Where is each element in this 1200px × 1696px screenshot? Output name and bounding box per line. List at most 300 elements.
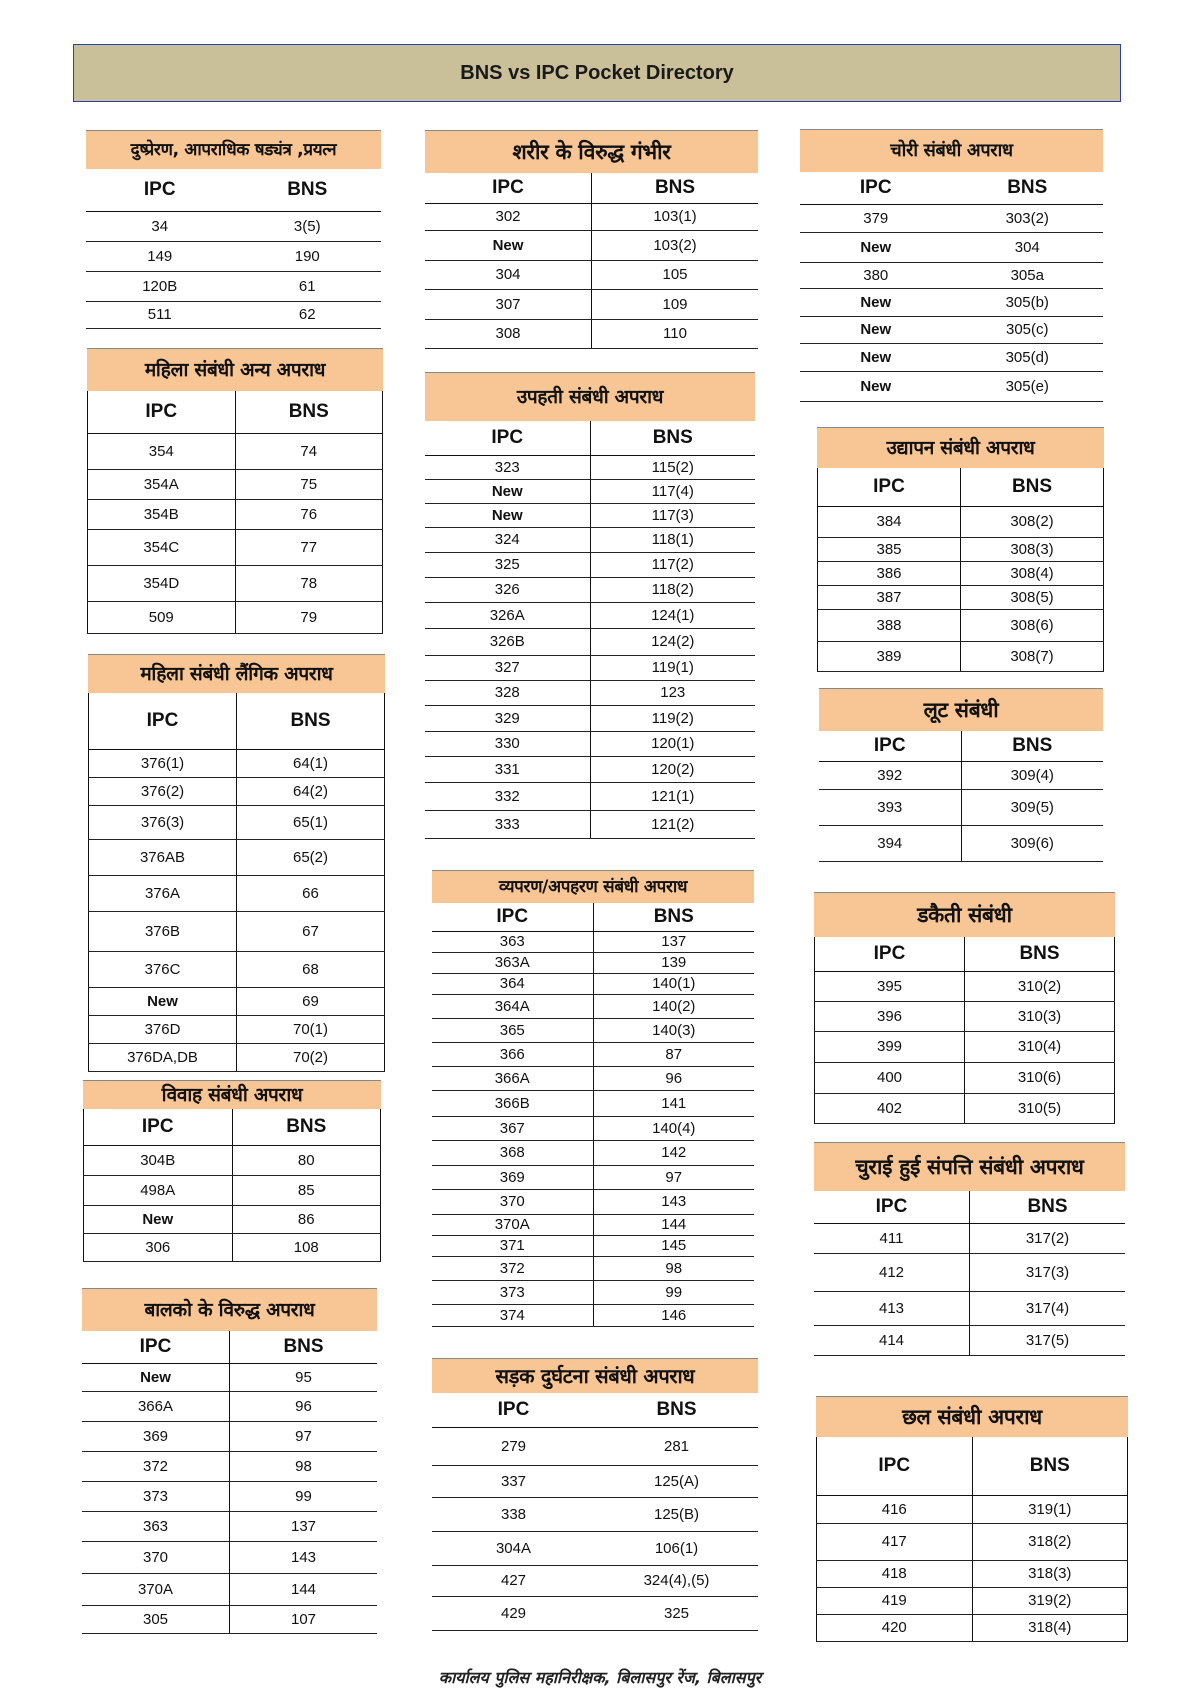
table-header-row xyxy=(800,172,1103,204)
ipc-cell: 370 xyxy=(82,1541,230,1573)
section-title: छल संबंधी अपराध xyxy=(816,1396,1128,1437)
section-title: महिला संबंधी अन्य अपराध xyxy=(87,348,383,391)
ipc-cell: 376(1) xyxy=(89,749,237,777)
table-row xyxy=(82,1541,377,1573)
bns-cell: 69 xyxy=(237,987,385,1015)
table-row xyxy=(432,1214,754,1235)
bns-cell: 97 xyxy=(230,1421,378,1451)
ipc-column-header: IPC xyxy=(88,391,236,433)
section-s10 xyxy=(800,129,1103,402)
bns-cell: 68 xyxy=(237,951,385,987)
table-row xyxy=(432,1531,758,1565)
table-header-row xyxy=(84,1109,381,1145)
table-row xyxy=(800,288,1103,316)
ipc-cell: 308 xyxy=(425,319,592,348)
bns-cell: 64(2) xyxy=(237,777,385,805)
bns-cell: 310(2) xyxy=(965,971,1115,1001)
table-row xyxy=(814,1325,1125,1355)
ipc-cell: 304A xyxy=(432,1531,595,1565)
ipc-cell: 366A xyxy=(82,1391,230,1421)
ipc-cell: New xyxy=(82,1363,230,1391)
ipc-cell: 418 xyxy=(817,1560,973,1587)
bns-cell: 99 xyxy=(593,1280,754,1304)
ipc-cell: 331 xyxy=(425,756,590,782)
table-row xyxy=(89,1043,385,1071)
table-row xyxy=(818,585,1104,609)
table-row xyxy=(425,289,758,319)
bns-column-header: BNS xyxy=(234,169,382,211)
bns-cell: 190 xyxy=(234,241,382,271)
bns-column-header: BNS xyxy=(961,731,1103,761)
section-title: उपहती संबंधी अपराध xyxy=(425,372,755,421)
table-row xyxy=(814,1253,1125,1291)
table-header-row xyxy=(432,1393,758,1427)
mapping-table xyxy=(86,169,381,329)
ipc-cell: 419 xyxy=(817,1587,973,1614)
ipc-cell: 509 xyxy=(88,601,236,633)
table-row xyxy=(425,731,755,756)
bns-cell: 125(B) xyxy=(595,1497,758,1531)
bns-cell: 305(c) xyxy=(952,316,1104,343)
table-row xyxy=(82,1511,377,1541)
bns-cell: 64(1) xyxy=(237,749,385,777)
ipc-cell: 372 xyxy=(432,1256,593,1280)
ipc-cell: 427 xyxy=(432,1565,595,1596)
table-row xyxy=(815,1001,1115,1031)
ipc-cell: 34 xyxy=(86,211,234,241)
table-row xyxy=(432,994,754,1018)
ipc-column-header: IPC xyxy=(82,1331,230,1363)
table-header-row xyxy=(82,1331,377,1363)
table-row xyxy=(89,777,385,805)
ipc-cell: 376C xyxy=(89,951,237,987)
table-row xyxy=(800,232,1103,262)
ipc-column-header: IPC xyxy=(432,903,593,931)
table-row xyxy=(425,655,755,680)
bns-cell: 281 xyxy=(595,1427,758,1465)
mapping-table xyxy=(432,1393,758,1631)
ipc-cell: 393 xyxy=(819,789,961,825)
bns-column-header: BNS xyxy=(970,1191,1126,1223)
bns-cell: 86 xyxy=(232,1205,381,1233)
table-header-row xyxy=(432,903,754,931)
mapping-table xyxy=(814,937,1115,1124)
ipc-cell: 329 xyxy=(425,705,590,731)
ipc-cell: 120B xyxy=(86,271,234,301)
table-row xyxy=(432,1304,754,1326)
ipc-cell: New xyxy=(800,316,952,343)
bns-cell: 65(2) xyxy=(237,839,385,875)
ipc-cell: 399 xyxy=(815,1031,965,1062)
ipc-cell: 149 xyxy=(86,241,234,271)
table-row xyxy=(82,1391,377,1421)
bns-cell: 141 xyxy=(593,1090,754,1116)
bns-cell: 109 xyxy=(592,289,759,319)
ipc-cell: 376(2) xyxy=(89,777,237,805)
table-row xyxy=(82,1421,377,1451)
mapping-table xyxy=(425,421,755,839)
bns-cell: 144 xyxy=(230,1573,378,1605)
ipc-cell: 376A xyxy=(89,875,237,911)
mapping-table xyxy=(83,1109,381,1262)
table-row xyxy=(432,1018,754,1042)
table-row xyxy=(432,1090,754,1116)
bns-cell: 3(5) xyxy=(234,211,382,241)
bns-cell: 317(2) xyxy=(970,1223,1126,1253)
bns-cell: 70(1) xyxy=(237,1015,385,1043)
bns-cell: 123 xyxy=(590,680,755,705)
section-s12 xyxy=(819,688,1103,862)
table-row xyxy=(86,271,381,301)
ipc-cell: 370A xyxy=(82,1573,230,1605)
bns-cell: 124(2) xyxy=(590,628,755,655)
table-row xyxy=(425,705,755,731)
ipc-cell: 376DA,DB xyxy=(89,1043,237,1071)
bns-cell: 77 xyxy=(235,529,383,565)
bns-cell: 303(2) xyxy=(952,204,1104,232)
bns-cell: 67 xyxy=(237,911,385,951)
bns-cell: 308(7) xyxy=(961,641,1104,671)
table-row xyxy=(425,552,755,577)
table-row xyxy=(82,1573,377,1605)
ipc-cell: 354A xyxy=(88,469,236,499)
table-row xyxy=(425,527,755,552)
section-title: डकैती संबंधी xyxy=(814,892,1115,937)
table-row xyxy=(89,805,385,839)
ipc-cell: 394 xyxy=(819,825,961,861)
ipc-cell: 373 xyxy=(82,1481,230,1511)
ipc-cell: 305 xyxy=(82,1605,230,1633)
bns-cell: 318(3) xyxy=(972,1560,1128,1587)
table-row xyxy=(817,1560,1128,1587)
ipc-cell: New xyxy=(84,1205,233,1233)
section-s7 xyxy=(425,372,755,839)
table-row xyxy=(425,319,758,348)
ipc-cell: 330 xyxy=(425,731,590,756)
table-row xyxy=(89,839,385,875)
page-title: BNS vs IPC Pocket Directory xyxy=(73,44,1121,102)
ipc-cell: 324 xyxy=(425,527,590,552)
mapping-table xyxy=(817,468,1104,672)
mapping-table xyxy=(814,1191,1125,1356)
table-row xyxy=(817,1587,1128,1614)
bns-column-header: BNS xyxy=(965,937,1115,971)
ipc-cell: 376(3) xyxy=(89,805,237,839)
ipc-cell: 372 xyxy=(82,1451,230,1481)
ipc-cell: 371 xyxy=(432,1235,593,1256)
bns-cell: 96 xyxy=(230,1391,378,1421)
bns-column-header: BNS xyxy=(592,173,759,203)
ipc-column-header: IPC xyxy=(425,421,590,455)
bns-cell: 140(1) xyxy=(593,973,754,994)
table-row xyxy=(800,343,1103,371)
bns-cell: 305(e) xyxy=(952,371,1104,401)
ipc-cell: 365 xyxy=(432,1018,593,1042)
table-row xyxy=(800,204,1103,232)
ipc-cell: 416 xyxy=(817,1495,973,1523)
bns-cell: 325 xyxy=(595,1596,758,1630)
table-row xyxy=(432,952,754,973)
mapping-table xyxy=(87,391,383,634)
table-row xyxy=(425,756,755,782)
mapping-table xyxy=(816,1437,1128,1642)
table-row xyxy=(815,1031,1115,1062)
ipc-cell: 511 xyxy=(86,301,234,328)
ipc-column-header: IPC xyxy=(817,1437,973,1495)
table-row xyxy=(819,789,1103,825)
bns-cell: 305(b) xyxy=(952,288,1104,316)
bns-cell: 103(1) xyxy=(592,203,759,230)
table-row xyxy=(432,931,754,952)
section-title: व्यपरण/अपहरण संबंधी अपराध xyxy=(432,870,754,903)
table-row xyxy=(818,537,1104,561)
bns-cell: 318(2) xyxy=(972,1523,1128,1560)
ipc-cell: 379 xyxy=(800,204,952,232)
bns-cell: 308(3) xyxy=(961,537,1104,561)
bns-cell: 79 xyxy=(235,601,383,633)
table-row xyxy=(84,1233,381,1261)
table-header-row xyxy=(86,169,381,211)
table-row xyxy=(88,529,383,565)
table-header-row xyxy=(815,937,1115,971)
ipc-cell: 302 xyxy=(425,203,592,230)
table-row xyxy=(800,371,1103,401)
bns-column-header: BNS xyxy=(593,903,754,931)
table-row xyxy=(425,602,755,628)
mapping-table xyxy=(819,731,1103,862)
ipc-cell: 384 xyxy=(818,506,961,537)
table-row xyxy=(432,1565,758,1596)
ipc-cell: 354 xyxy=(88,433,236,469)
table-row xyxy=(819,761,1103,789)
bns-cell: 118(2) xyxy=(590,577,755,602)
ipc-cell: 370A xyxy=(432,1214,593,1235)
bns-cell: 309(4) xyxy=(961,761,1103,789)
bns-cell: 74 xyxy=(235,433,383,469)
table-row xyxy=(815,1093,1115,1123)
bns-cell: 137 xyxy=(230,1511,378,1541)
ipc-cell: 364 xyxy=(432,973,593,994)
table-row xyxy=(82,1363,377,1391)
section-s14 xyxy=(814,1142,1125,1356)
table-row xyxy=(82,1481,377,1511)
ipc-cell: 411 xyxy=(814,1223,970,1253)
table-row xyxy=(817,1614,1128,1641)
ipc-column-header: IPC xyxy=(425,173,592,203)
table-header-row xyxy=(819,731,1103,761)
bns-cell: 309(6) xyxy=(961,825,1103,861)
bns-cell: 98 xyxy=(593,1256,754,1280)
bns-column-header: BNS xyxy=(595,1393,758,1427)
ipc-cell: 325 xyxy=(425,552,590,577)
mapping-table xyxy=(425,173,758,349)
bns-cell: 137 xyxy=(593,931,754,952)
ipc-cell: 414 xyxy=(814,1325,970,1355)
ipc-cell: 396 xyxy=(815,1001,965,1031)
table-row xyxy=(88,565,383,601)
section-title: शरीर के विरुद्ध गंभीर xyxy=(425,130,758,173)
ipc-cell: New xyxy=(425,503,590,527)
bns-cell: 305a xyxy=(952,262,1104,288)
bns-cell: 319(2) xyxy=(972,1587,1128,1614)
table-row xyxy=(432,1116,754,1140)
bns-cell: 105 xyxy=(592,260,759,289)
table-header-row xyxy=(817,1437,1128,1495)
ipc-cell: 498A xyxy=(84,1175,233,1205)
ipc-cell: New xyxy=(425,479,590,503)
ipc-cell: 328 xyxy=(425,680,590,705)
ipc-cell: 386 xyxy=(818,561,961,585)
table-row xyxy=(84,1175,381,1205)
bns-cell: 143 xyxy=(593,1189,754,1214)
bns-cell: 308(5) xyxy=(961,585,1104,609)
table-row xyxy=(814,1223,1125,1253)
table-row xyxy=(815,971,1115,1001)
bns-cell: 106(1) xyxy=(595,1531,758,1565)
section-s15 xyxy=(816,1396,1128,1642)
bns-cell: 324(4),(5) xyxy=(595,1565,758,1596)
table-row xyxy=(425,230,758,260)
table-row xyxy=(432,1235,754,1256)
ipc-cell: 380 xyxy=(800,262,952,288)
section-title: बालको के विरुद्ध अपराध xyxy=(82,1288,377,1331)
table-row xyxy=(819,825,1103,861)
ipc-cell: 366A xyxy=(432,1066,593,1090)
ipc-cell: 367 xyxy=(432,1116,593,1140)
bns-cell: 119(1) xyxy=(590,655,755,680)
bns-cell: 120(1) xyxy=(590,731,755,756)
ipc-cell: 413 xyxy=(814,1291,970,1325)
bns-cell: 142 xyxy=(593,1140,754,1165)
ipc-cell: 332 xyxy=(425,782,590,810)
ipc-column-header: IPC xyxy=(819,731,961,761)
ipc-cell: 369 xyxy=(432,1165,593,1189)
table-row xyxy=(432,973,754,994)
ipc-cell: 327 xyxy=(425,655,590,680)
bns-column-header: BNS xyxy=(590,421,755,455)
ipc-cell: New xyxy=(800,371,952,401)
bns-cell: 117(2) xyxy=(590,552,755,577)
bns-column-header: BNS xyxy=(972,1437,1128,1495)
section-s8 xyxy=(432,870,754,1327)
table-row xyxy=(818,506,1104,537)
table-row xyxy=(86,211,381,241)
ipc-cell: 368 xyxy=(432,1140,593,1165)
ipc-cell: 333 xyxy=(425,810,590,838)
table-row xyxy=(425,455,755,479)
bns-cell: 308(2) xyxy=(961,506,1104,537)
bns-cell: 118(1) xyxy=(590,527,755,552)
section-title: लूट संबंधी xyxy=(819,688,1103,731)
bns-cell: 61 xyxy=(234,271,382,301)
bns-cell: 144 xyxy=(593,1214,754,1235)
ipc-cell: 323 xyxy=(425,455,590,479)
ipc-cell: New xyxy=(800,288,952,316)
table-row xyxy=(88,469,383,499)
bns-cell: 140(3) xyxy=(593,1018,754,1042)
table-header-row xyxy=(425,421,755,455)
ipc-cell: 307 xyxy=(425,289,592,319)
ipc-cell: 420 xyxy=(817,1614,973,1641)
bns-cell: 124(1) xyxy=(590,602,755,628)
mapping-table xyxy=(800,172,1103,402)
ipc-cell: 376B xyxy=(89,911,237,951)
ipc-cell: 338 xyxy=(432,1497,595,1531)
section-s1 xyxy=(86,130,381,329)
table-row xyxy=(432,1189,754,1214)
table-header-row xyxy=(88,391,383,433)
bns-cell: 120(2) xyxy=(590,756,755,782)
table-row xyxy=(817,1523,1128,1560)
ipc-cell: 363 xyxy=(432,931,593,952)
bns-cell: 318(4) xyxy=(972,1614,1128,1641)
table-row xyxy=(82,1451,377,1481)
section-s6 xyxy=(425,130,758,349)
mapping-table xyxy=(88,693,385,1072)
bns-cell: 65(1) xyxy=(237,805,385,839)
ipc-cell: 306 xyxy=(84,1233,233,1261)
bns-cell: 125(A) xyxy=(595,1465,758,1497)
table-row xyxy=(432,1140,754,1165)
ipc-cell: 370 xyxy=(432,1189,593,1214)
bns-cell: 97 xyxy=(593,1165,754,1189)
section-s13 xyxy=(814,892,1115,1124)
ipc-cell: 326A xyxy=(425,602,590,628)
table-row xyxy=(425,203,758,230)
ipc-cell: 366 xyxy=(432,1042,593,1066)
table-row xyxy=(800,262,1103,288)
bns-cell: 121(2) xyxy=(590,810,755,838)
table-row xyxy=(432,1165,754,1189)
table-row xyxy=(86,241,381,271)
footer-office-name: कार्यालय पुलिस महानिरीक्षक, बिलासपुर रेंज, बिलासपुर xyxy=(438,1668,762,1687)
table-row xyxy=(89,749,385,777)
table-row xyxy=(432,1427,758,1465)
ipc-cell: 337 xyxy=(432,1465,595,1497)
bns-column-header: BNS xyxy=(961,468,1104,506)
ipc-cell: New xyxy=(425,230,592,260)
ipc-cell: 354B xyxy=(88,499,236,529)
bns-cell: 108 xyxy=(232,1233,381,1261)
bns-cell: 139 xyxy=(593,952,754,973)
table-row xyxy=(425,503,755,527)
section-s3 xyxy=(88,654,385,1072)
table-row xyxy=(425,680,755,705)
table-row xyxy=(432,1280,754,1304)
table-row xyxy=(88,433,383,469)
bns-cell: 78 xyxy=(235,565,383,601)
bns-cell: 87 xyxy=(593,1042,754,1066)
bns-cell: 62 xyxy=(234,301,382,328)
table-row xyxy=(425,479,755,503)
section-title: उद्यापन संबंधी अपराध xyxy=(817,427,1104,468)
ipc-column-header: IPC xyxy=(818,468,961,506)
bns-cell: 308(6) xyxy=(961,609,1104,641)
bns-cell: 310(5) xyxy=(965,1093,1115,1123)
table-row xyxy=(86,301,381,328)
bns-cell: 119(2) xyxy=(590,705,755,731)
bns-cell: 98 xyxy=(230,1451,378,1481)
bns-cell: 146 xyxy=(593,1304,754,1326)
ipc-cell: 429 xyxy=(432,1596,595,1630)
bns-cell: 145 xyxy=(593,1235,754,1256)
bns-cell: 310(6) xyxy=(965,1062,1115,1093)
bns-cell: 310(3) xyxy=(965,1001,1115,1031)
ipc-cell: 387 xyxy=(818,585,961,609)
bns-cell: 99 xyxy=(230,1481,378,1511)
ipc-cell: 392 xyxy=(819,761,961,789)
ipc-cell: New xyxy=(800,343,952,371)
